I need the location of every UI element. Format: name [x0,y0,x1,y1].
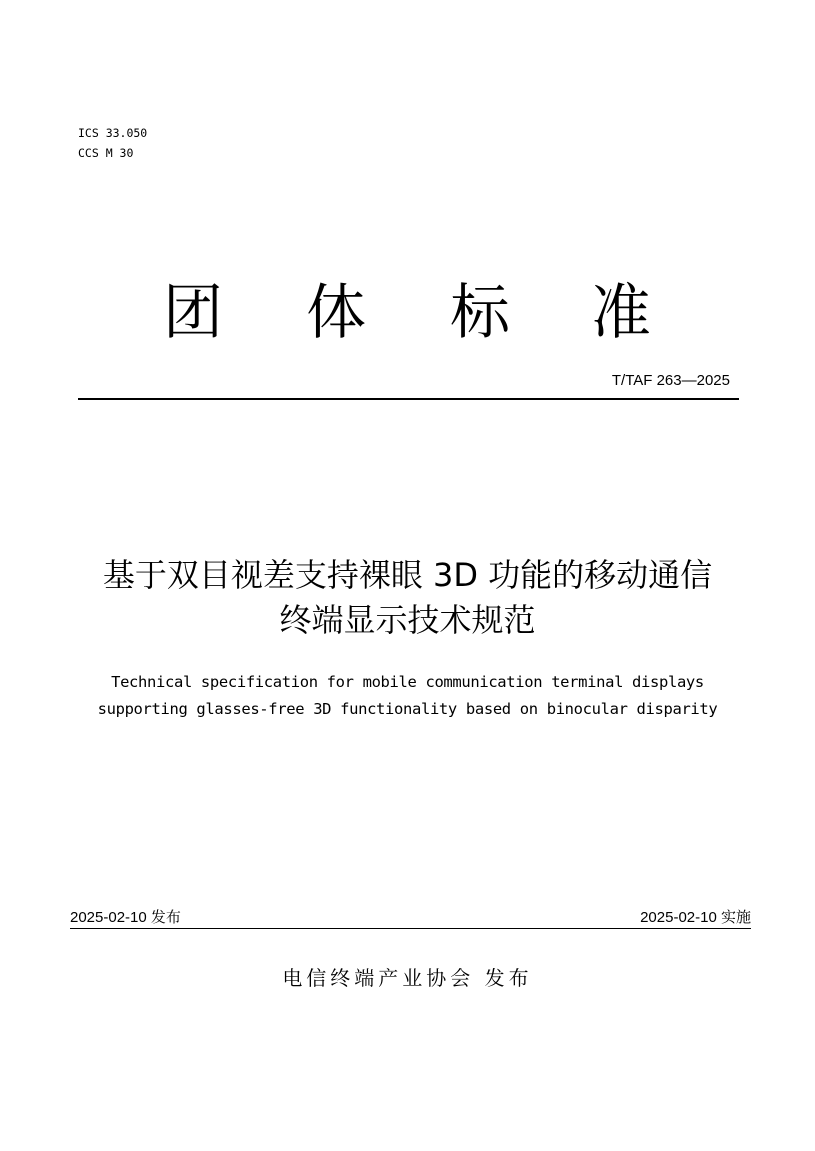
ics-code: ICS 33.050 [78,126,148,140]
publisher-line: 电信终端产业协会 发布 [282,966,533,990]
doc-type-char-2: 体 [306,278,366,348]
footer-divider [70,928,751,929]
english-title-line-2: supporting glasses-free 3D functionality based on binocular disparity [97,700,718,718]
chinese-title [40,553,775,643]
doc-type-char-4: 准 [591,278,651,348]
header-divider [78,398,739,400]
classification-codes [78,123,147,163]
implementation-date: 2025-02-10 实施 [640,909,751,926]
ccs-code: CCS M 30 [78,146,134,160]
english-title-line-1: Technical specification for mobile communication terminal displays [111,673,704,691]
chinese-title-line-1: 基于双目视差支持裸眼 3D 功能的移动通信 [102,556,713,594]
chinese-title-line-2: 终端显示技术规范 [279,601,536,639]
doc-type-char-3: 标 [450,278,510,348]
english-title [20,669,795,723]
document-type-heading [0,268,815,358]
publish-date: 2025-02-10 发布 [70,909,181,926]
standard-number: T/TAF 263—2025 [611,372,730,389]
doc-type-char-1: 团 [163,278,223,348]
